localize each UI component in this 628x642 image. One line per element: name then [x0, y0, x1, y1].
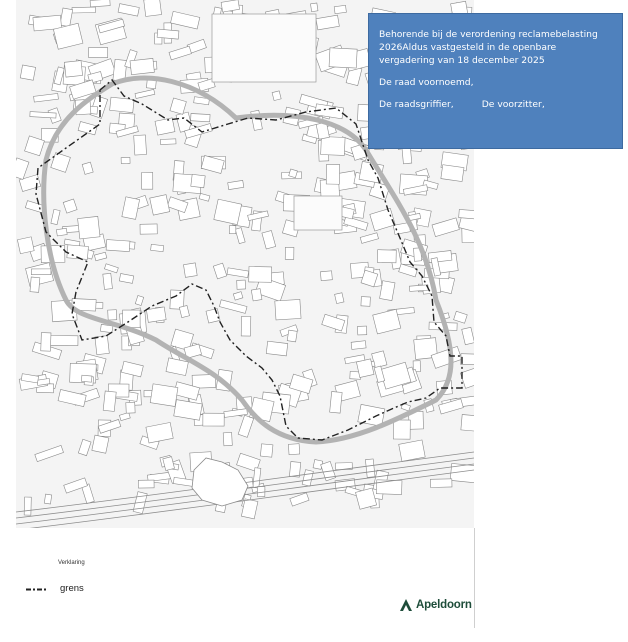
building: [191, 174, 205, 187]
building: [206, 309, 220, 323]
building: [130, 58, 154, 74]
building: [399, 440, 426, 461]
building: [376, 480, 402, 495]
building: [356, 359, 374, 378]
building: [135, 89, 155, 98]
building: [358, 326, 367, 335]
building: [160, 139, 176, 145]
building: [260, 444, 273, 457]
building: [24, 497, 31, 515]
building: [288, 444, 299, 455]
building: [150, 384, 178, 407]
building: [20, 65, 35, 80]
building: [365, 459, 375, 478]
building: [262, 231, 276, 250]
building: [214, 199, 242, 224]
building: [41, 333, 51, 352]
signatures: [379, 98, 612, 111]
building: [223, 432, 232, 445]
building: [237, 280, 246, 289]
building: [151, 244, 164, 251]
building: [138, 480, 154, 488]
legend-title: Verklaring: [58, 560, 85, 566]
building: [320, 271, 332, 281]
building: [58, 390, 86, 407]
building: [123, 310, 141, 327]
building: [157, 29, 179, 39]
building: [241, 316, 251, 336]
building: [166, 358, 188, 376]
building: [266, 341, 288, 356]
building: [171, 11, 200, 29]
building: [393, 420, 410, 439]
info-line-4: De raad voornoemd,: [379, 77, 474, 88]
building: [249, 267, 272, 283]
building: [169, 46, 191, 60]
building: [142, 172, 153, 189]
building: [144, 0, 162, 16]
building: [224, 409, 248, 418]
building: [329, 48, 357, 68]
building: [146, 422, 173, 443]
building: [373, 309, 401, 334]
resolution-info-box: [368, 13, 623, 149]
building: [233, 292, 243, 300]
building: [104, 264, 118, 273]
logo-text: Apeldoorn: [416, 599, 472, 611]
building: [257, 487, 265, 497]
building: [199, 193, 210, 201]
building: [89, 47, 108, 57]
building: [122, 197, 140, 220]
building: [334, 5, 346, 13]
building: [251, 289, 262, 301]
building: [228, 180, 244, 189]
building: [272, 91, 281, 101]
building: [110, 97, 134, 112]
building: [184, 263, 198, 277]
building: [31, 269, 51, 275]
building: [213, 263, 227, 279]
building: [170, 98, 186, 114]
building: [44, 494, 51, 504]
building: [432, 218, 459, 237]
building: [78, 216, 100, 239]
building: [150, 195, 170, 216]
building: [90, 0, 110, 7]
building: [330, 392, 343, 414]
building: [135, 296, 143, 306]
building: [56, 228, 67, 236]
building: [126, 402, 135, 413]
building: [103, 391, 116, 411]
building: [121, 157, 130, 163]
building: [399, 264, 418, 277]
building: [108, 310, 117, 320]
building: [430, 479, 452, 488]
open-square-north: [212, 14, 316, 82]
building: [191, 114, 210, 122]
building: [321, 137, 345, 156]
building: [287, 330, 297, 342]
building: [461, 354, 474, 365]
building: [203, 413, 224, 426]
building: [155, 118, 175, 135]
building: [119, 274, 133, 284]
apeldoorn-logo-icon: [398, 597, 414, 613]
building: [82, 162, 93, 174]
info-line-2: 2026Aldus vastgesteld in de openbare: [379, 42, 557, 53]
info-line-1: Behorende bij de verordening reclamebelasting: [379, 29, 598, 40]
building: [462, 327, 474, 345]
building: [17, 237, 34, 254]
building: [454, 311, 468, 323]
apeldoorn-logo: [398, 597, 472, 613]
building: [238, 415, 254, 437]
building: [235, 228, 245, 244]
building: [179, 306, 189, 318]
building: [118, 4, 139, 16]
building: [459, 209, 474, 219]
building: [78, 439, 91, 455]
building: [95, 336, 109, 355]
building: [163, 457, 175, 471]
open-square-center: [294, 196, 342, 230]
info-line-3: vergadering van 18 december 2025: [379, 55, 545, 66]
building: [326, 164, 339, 184]
building: [119, 413, 130, 421]
building: [30, 112, 56, 118]
frame-divider: [474, 528, 475, 628]
building: [316, 15, 339, 30]
building: [289, 462, 300, 478]
building: [351, 341, 366, 350]
building: [63, 199, 77, 213]
building: [103, 273, 113, 289]
building: [81, 375, 92, 382]
building: [335, 293, 344, 304]
building: [275, 299, 301, 320]
building: [134, 135, 147, 155]
building: [409, 285, 428, 292]
building: [92, 435, 109, 453]
building: [250, 397, 274, 421]
building: [377, 250, 396, 263]
legend-label-grens: grens: [60, 583, 84, 594]
building: [34, 93, 59, 102]
building: [285, 247, 294, 259]
building: [50, 336, 78, 346]
building: [106, 240, 130, 252]
dashed-boundary-line-icon: [26, 588, 48, 591]
building: [219, 300, 247, 314]
signature-voorzitter: De voorzitter,: [481, 99, 545, 110]
building: [441, 165, 464, 182]
building: [51, 153, 71, 173]
building: [302, 470, 313, 487]
signature-griffier: De raadsgriffier,: [379, 99, 454, 110]
building: [361, 297, 370, 307]
building: [30, 277, 40, 292]
building: [227, 268, 249, 278]
building: [311, 3, 318, 12]
building: [64, 61, 82, 78]
building: [360, 233, 378, 244]
building: [146, 307, 166, 322]
building: [374, 366, 385, 382]
building: [60, 8, 73, 27]
building: [289, 169, 298, 178]
building: [35, 445, 64, 461]
building: [461, 415, 474, 432]
building: [16, 158, 29, 180]
building: [167, 197, 188, 213]
building: [94, 252, 106, 260]
building: [51, 209, 60, 224]
building: [72, 7, 96, 13]
building: [229, 226, 235, 234]
building: [290, 493, 309, 506]
building: [140, 224, 157, 234]
